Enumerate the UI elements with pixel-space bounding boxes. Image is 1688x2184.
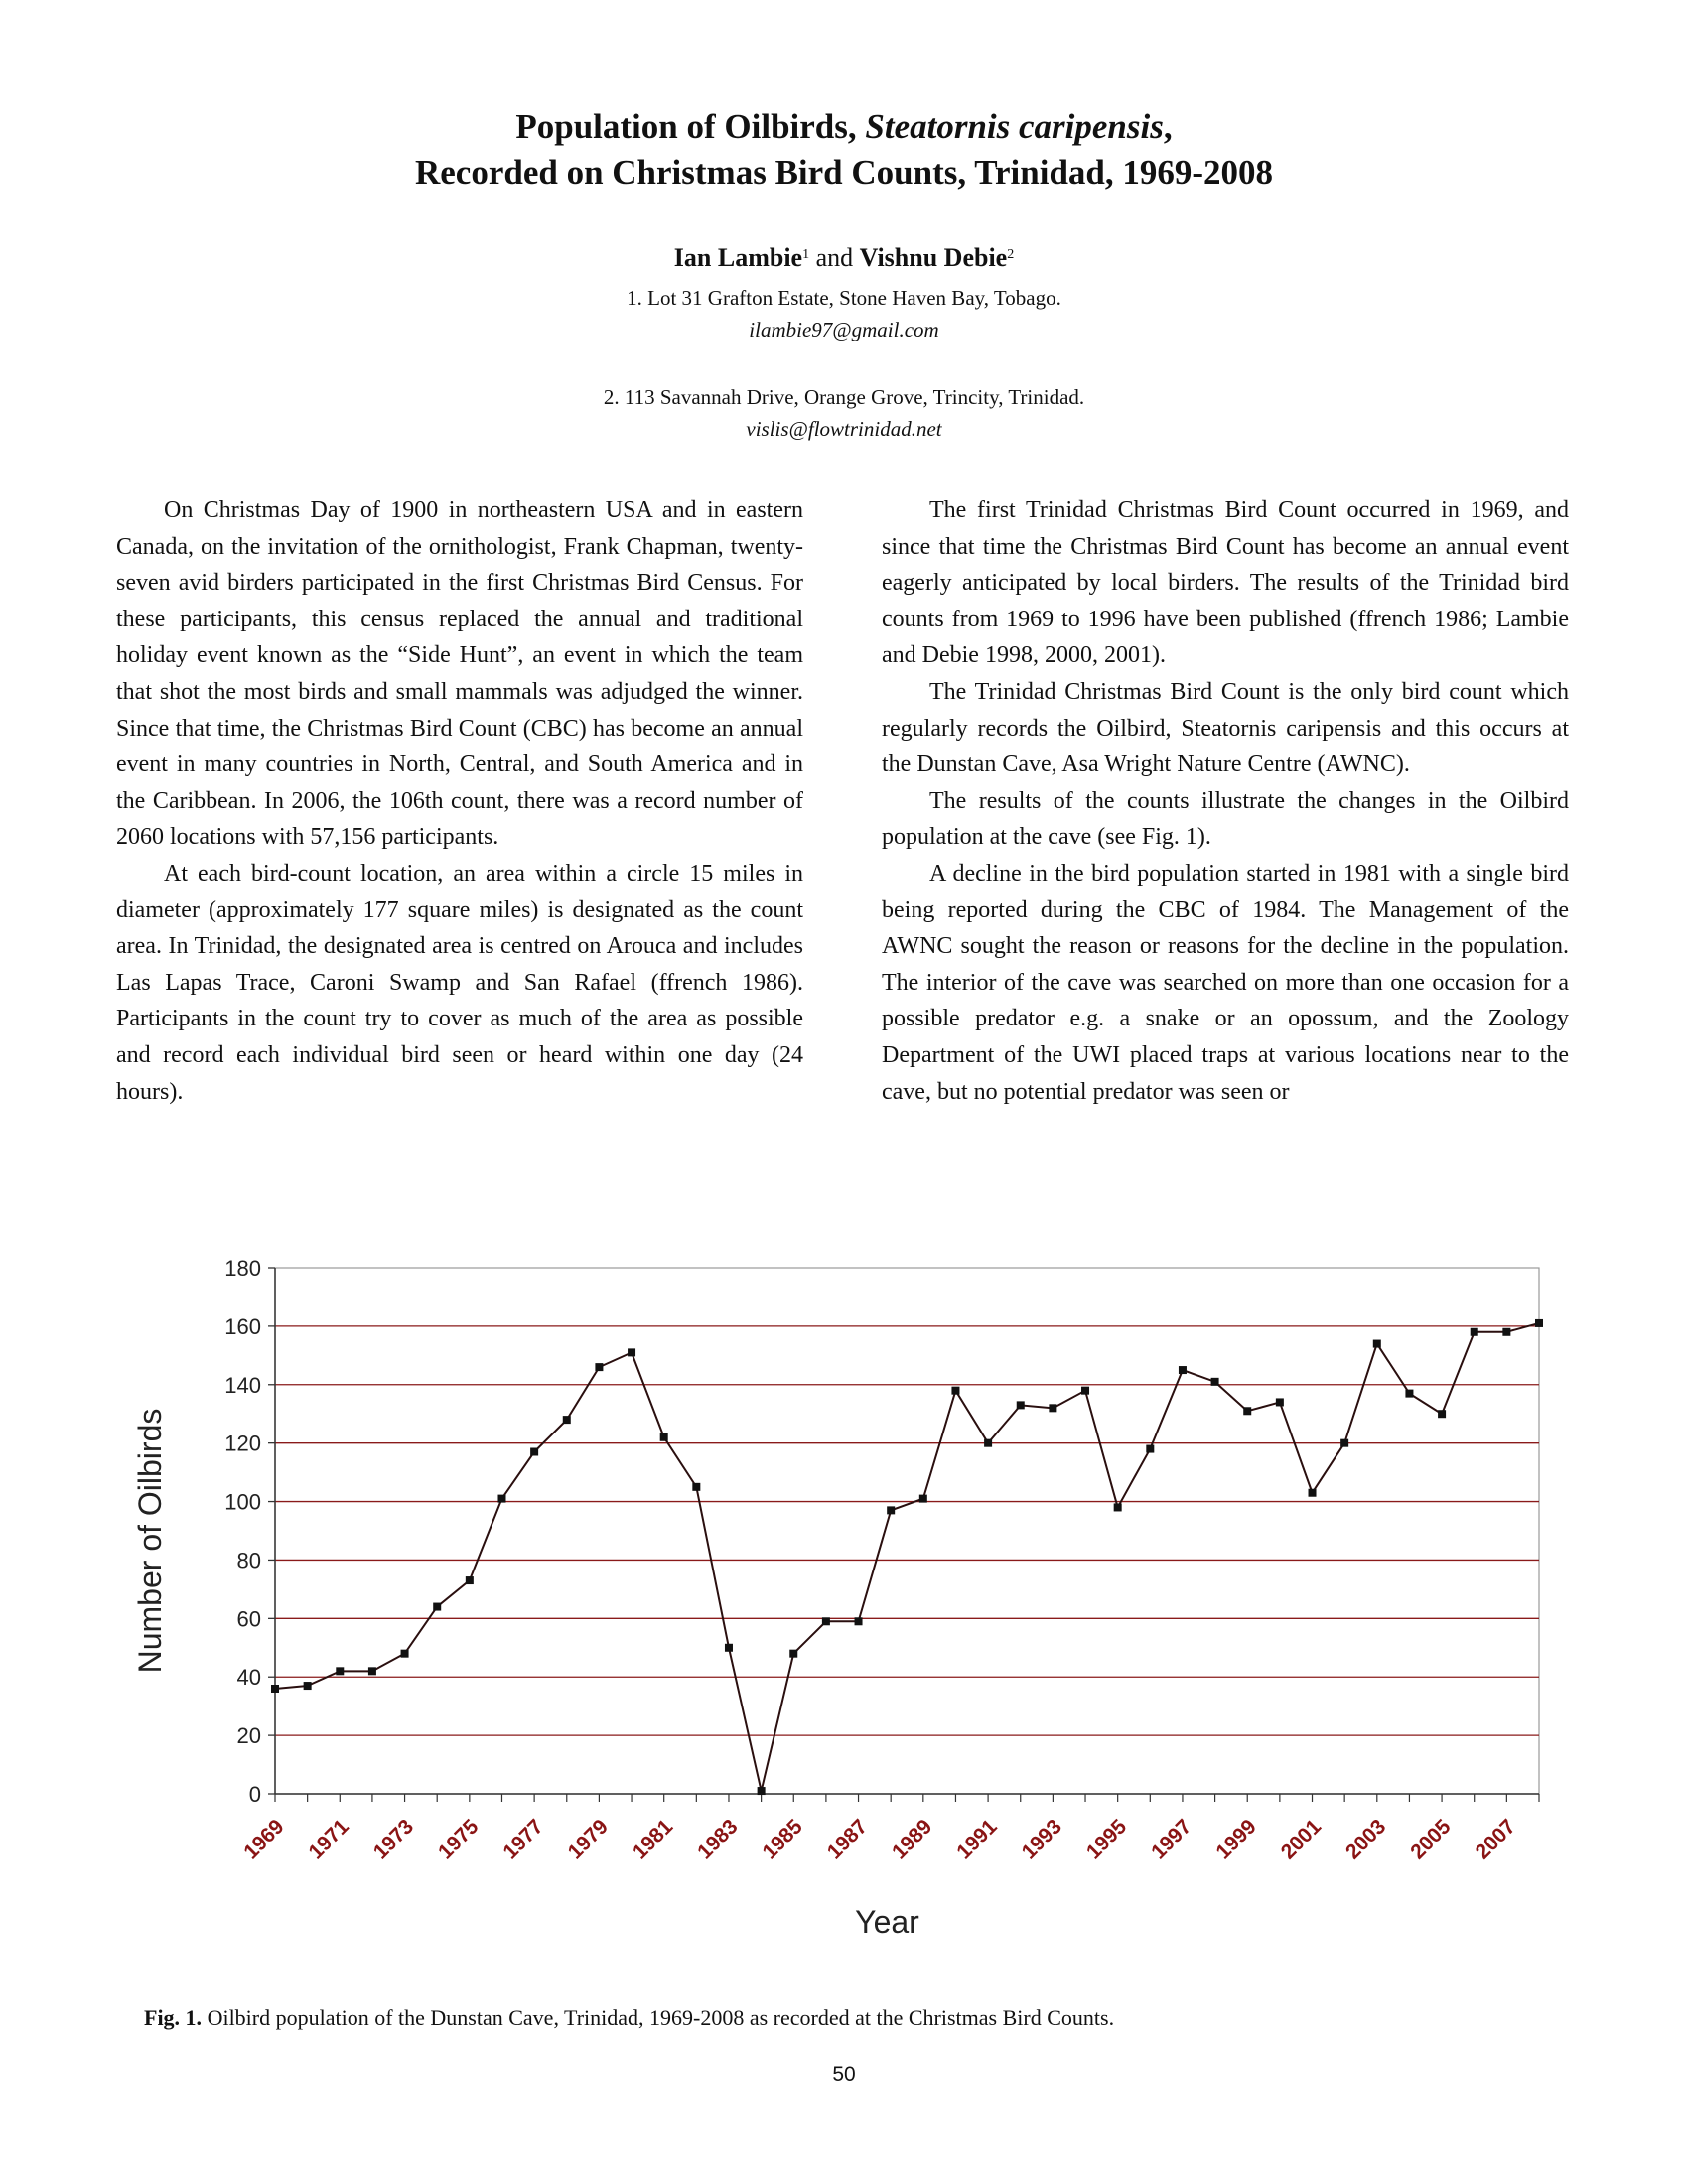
- x-tick-label: 1971: [304, 1815, 353, 1864]
- y-tick-label: 100: [224, 1489, 261, 1515]
- author-2-sup: 2: [1007, 247, 1015, 262]
- title-prefix: Population of Oilbirds,: [515, 107, 866, 146]
- line-chart-svg: [109, 1246, 1579, 1980]
- y-tick-label: 40: [236, 1665, 261, 1691]
- data-point-marker: [1309, 1489, 1317, 1497]
- x-tick-label: 2005: [1406, 1815, 1456, 1864]
- data-point-marker: [1438, 1410, 1446, 1418]
- data-point-marker: [563, 1416, 571, 1424]
- data-point-marker: [1373, 1340, 1381, 1348]
- data-point-marker: [1471, 1328, 1478, 1336]
- y-tick-label: 80: [236, 1548, 261, 1573]
- y-tick-label: 20: [236, 1723, 261, 1749]
- data-point-marker: [1243, 1407, 1251, 1415]
- x-tick-label: 1979: [563, 1815, 613, 1864]
- affiliation-2-address: 2. 113 Savannah Drive, Orange Grove, Trincity, Trinidad.: [603, 385, 1085, 409]
- data-point-marker: [304, 1682, 312, 1690]
- series-line: [275, 1323, 1539, 1791]
- author-joiner: and: [809, 243, 860, 272]
- data-point-marker: [1114, 1503, 1122, 1511]
- title-line-1: [149, 104, 1539, 150]
- data-point-marker: [1211, 1378, 1219, 1386]
- author-1-sup: 1: [802, 247, 810, 262]
- x-tick-label: 1989: [888, 1815, 937, 1864]
- x-tick-label: 1983: [693, 1815, 743, 1864]
- data-point-marker: [1179, 1366, 1187, 1374]
- figure-caption: [144, 2003, 1564, 2033]
- x-tick-label: 1981: [628, 1815, 678, 1864]
- x-tick-label: 1993: [1017, 1815, 1066, 1864]
- body-paragraph: At each bird-count location, an area within a circle 15 miles in diameter (approximately 177 square miles) is designated as the count area. In Trinidad, the designated area is centred on Arouca and includes Las Lapas Trace, Caroni Swamp and San Rafael (ffrench 1986). Participants in the count try to cover as much of the area as possible and record each individual bird seen or heard within one day (24 hours).: [116, 860, 803, 1105]
- data-point-marker: [758, 1787, 766, 1795]
- data-point-marker: [951, 1387, 959, 1395]
- data-point-marker: [692, 1483, 700, 1491]
- y-tick-label: 180: [224, 1256, 261, 1281]
- x-tick-label: 1999: [1211, 1815, 1261, 1864]
- data-point-marker: [1276, 1398, 1284, 1406]
- article-title: [149, 104, 1539, 196]
- x-tick-label: 1985: [758, 1815, 807, 1864]
- title-suffix: ,: [1163, 107, 1173, 146]
- data-point-marker: [822, 1617, 830, 1625]
- data-point-marker: [1146, 1445, 1154, 1453]
- body-paragraph: The results of the counts illustrate the changes in the Oilbird population at the cave (see Fig. 1).: [882, 787, 1569, 851]
- body-column-right: [882, 492, 1569, 1110]
- affiliation-1: [149, 282, 1539, 345]
- x-tick-label: 2007: [1471, 1815, 1520, 1864]
- body-paragraph: On Christmas Day of 1900 in northeastern USA and in eastern Canada, on the invitation of the ornithologist, Frank Chapman, twenty-seven avid birders participated in the first Christmas Bird Census. For these participants, this census replaced the annual and traditional holiday event known as the “Side Hunt”, an event in which the team that shot the most birds and small mammals was adjudged the winner. Since that time, the Christmas Bird Count (CBC) has become an annual event in many countries in North, Central, and South America and in the Caribbean. In 2006, the 106th count, there was a record number of 2060 locations with 57,156 participants.: [116, 497, 803, 851]
- data-point-marker: [660, 1433, 668, 1441]
- data-point-marker: [433, 1603, 441, 1611]
- data-point-marker: [530, 1448, 538, 1456]
- data-point-marker: [336, 1667, 344, 1675]
- x-tick-label: 1995: [1081, 1815, 1132, 1864]
- author-2: Vishnu Debie: [859, 243, 1008, 272]
- data-point-marker: [1535, 1319, 1543, 1327]
- title-line-2: Recorded on Christmas Bird Counts, Trinidad, 1969-2008: [414, 153, 1274, 192]
- page-number: 50: [832, 2063, 856, 2086]
- x-tick-label: 1997: [1147, 1815, 1196, 1864]
- x-tick-label: 2003: [1341, 1815, 1391, 1864]
- affiliation-1-email: ilambie97@gmail.com: [749, 318, 939, 341]
- x-tick-label: 1975: [434, 1815, 484, 1864]
- data-point-marker: [919, 1495, 927, 1503]
- y-axis-title: Number of Oilbirds: [132, 1408, 168, 1674]
- data-point-marker: [466, 1576, 474, 1584]
- data-point-marker: [368, 1667, 376, 1675]
- data-point-marker: [1340, 1439, 1348, 1447]
- y-tick-label: 120: [224, 1431, 261, 1456]
- data-point-marker: [271, 1685, 279, 1693]
- data-point-marker: [789, 1650, 797, 1658]
- affiliation-2: [149, 381, 1539, 445]
- x-tick-label: 1973: [368, 1815, 419, 1864]
- x-tick-label: 1987: [822, 1815, 873, 1864]
- caption-text: Oilbird population of the Dunstan Cave, Trinidad, 1969-2008 as recorded at the Christmas Bird Counts.: [202, 2005, 1115, 2030]
- data-point-marker: [984, 1439, 992, 1447]
- y-tick-label: 60: [236, 1606, 261, 1632]
- data-point-marker: [1081, 1387, 1089, 1395]
- x-tick-label: 1969: [239, 1815, 289, 1864]
- plot-area-frame: [275, 1268, 1539, 1794]
- author-1: Ian Lambie: [673, 243, 803, 272]
- data-point-marker: [401, 1650, 409, 1658]
- data-point-marker: [1049, 1404, 1056, 1412]
- data-point-marker: [1405, 1390, 1413, 1398]
- y-tick-label: 140: [224, 1372, 261, 1398]
- data-point-marker: [497, 1495, 505, 1503]
- x-tick-label: 1977: [498, 1815, 548, 1864]
- body-paragraph: The Trinidad Christmas Bird Count is the only bird count which regularly records the Oilbird, Steatornis caripensis and this occurs at the Dunstan Cave, Asa Wright Nature Centre (AWNC).: [882, 678, 1569, 778]
- x-tick-label: 1991: [952, 1815, 1002, 1864]
- data-point-marker: [1017, 1401, 1025, 1409]
- data-point-marker: [855, 1617, 863, 1625]
- body-column-left: [116, 492, 803, 1110]
- x-tick-label: 2001: [1276, 1815, 1327, 1864]
- data-point-marker: [1502, 1328, 1510, 1336]
- affiliation-2-email: vislis@flowtrinidad.net: [746, 417, 942, 441]
- caption-label: Fig. 1.: [144, 2005, 203, 2030]
- data-point-marker: [887, 1506, 895, 1514]
- affiliation-1-address: 1. Lot 31 Grafton Estate, Stone Haven Bay, Tobago.: [627, 286, 1061, 310]
- data-point-marker: [725, 1644, 733, 1652]
- title-species-name: Steatornis caripensis: [865, 107, 1164, 146]
- data-point-marker: [628, 1348, 635, 1356]
- body-paragraph: The first Trinidad Christmas Bird Count occurred in 1969, and since that time the Christmas Bird Count has become an annual event eagerly anticipated by local birders. The results of the Trinidad bird counts from 1969 to 1996 have been published (ffrench 1986; Lambie and Debie 1998, 2000, 2001).: [882, 497, 1569, 669]
- y-tick-label: 0: [248, 1782, 261, 1807]
- data-point-marker: [595, 1363, 603, 1371]
- body-paragraph: A decline in the bird population started in 1981 with a single bird being reported during the CBC of 1984. The Management of the AWNC sought the reason or reasons for the decline in the population. The interior of the cave was searched on more than one occasion for a possible predator e.g. a snake or an opossum, and the Zoology Department of the UWI placed traps at various locations near to the cave, but no potential predator was seen or: [882, 860, 1569, 1105]
- oilbird-population-chart: [109, 1246, 1579, 1980]
- x-axis-title: Year: [855, 1904, 919, 1940]
- y-tick-label: 160: [224, 1313, 261, 1339]
- author-line: [149, 242, 1539, 274]
